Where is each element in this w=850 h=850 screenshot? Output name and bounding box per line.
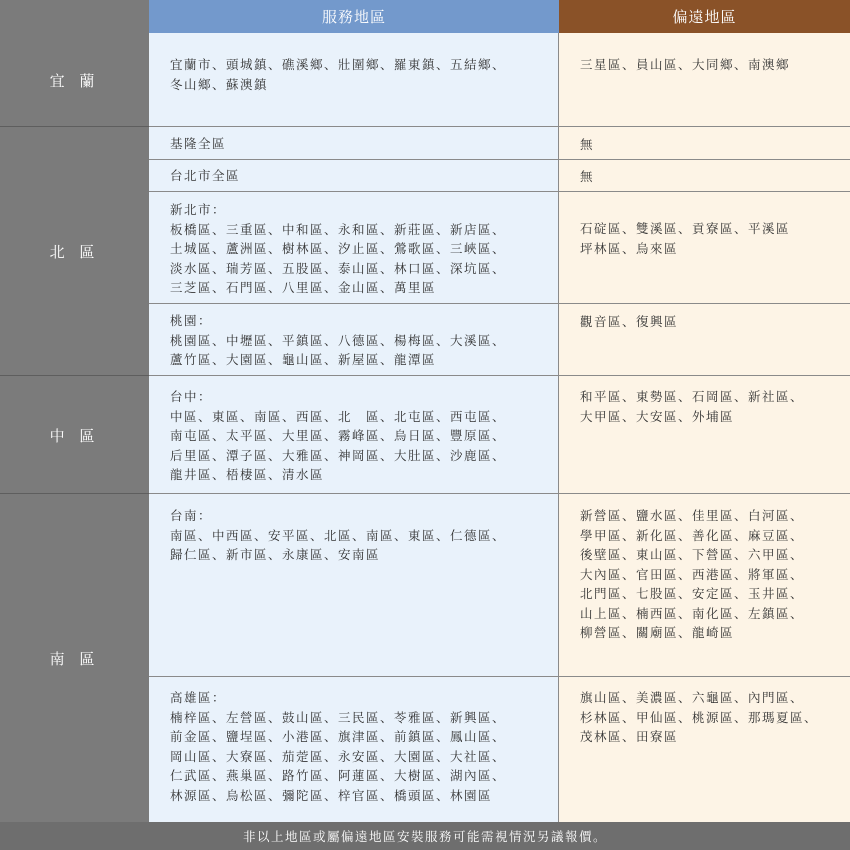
text-line: 坪林區、烏來區: [580, 240, 679, 256]
service-cell-taoyuan: [149, 304, 559, 376]
text-line: 山上區、楠西區、南化區、左鎮區、: [580, 605, 805, 621]
text-line: 板橋區、三重區、中和區、永和區、新莊區、新店區、: [170, 221, 507, 237]
service-cell-keelung: [149, 127, 559, 160]
service-text-taipei: [170, 166, 240, 186]
text-line: 無: [580, 137, 595, 152]
text-line: 南屯區、太平區、大里區、霧峰區、烏日區、豐原區、: [170, 428, 507, 443]
service-cell-taipei: [149, 160, 559, 192]
text-line: 桃園區、中壢區、平鎮區、八德區、楊梅區、大溪區、: [170, 332, 507, 348]
text-line: 台南：: [170, 508, 213, 523]
remote-text-kaohsiung: [580, 688, 818, 747]
service-text-keelung: [170, 134, 226, 154]
text-line: 岡山區、大寮區、茄萣區、永安區、大園區、大社區、: [170, 748, 507, 764]
remote-text-taichung: [580, 387, 804, 426]
text-line: 基隆全區: [170, 136, 227, 151]
service-cell-tainan: [149, 494, 559, 677]
text-line: 和平區、東勢區、石岡區、新社區、: [580, 389, 805, 404]
text-line: 三芝區、石門區、八里區、金山區、萬里區: [170, 280, 437, 295]
text-line: 杉林區、甲仙區、桃源區、那瑪夏區、: [580, 709, 819, 725]
text-line: 南區、中西區、安平區、北區、南區、東區、仁德區、: [170, 527, 507, 543]
text-line: 大甲區、大安區、外埔區: [580, 408, 735, 424]
region-south: [0, 494, 149, 822]
service-text-yilan: [170, 55, 506, 94]
remote-text-taipei: [580, 167, 594, 187]
remote-cell-keelung: [559, 127, 850, 160]
remote-text-keelung: [580, 135, 594, 155]
service-text-taoyuan: [170, 311, 506, 370]
text-line: 中區、東區、南區、西區、北 區、北屯區、西屯區、: [170, 408, 507, 424]
text-line: 楠梓區、左營區、鼓山區、三民區、苓雅區、新興區、: [170, 709, 507, 725]
service-cell-yilan: [149, 33, 559, 127]
text-line: 學甲區、新化區、善化區、麻豆區、: [580, 527, 805, 543]
text-line: 北門區、七股區、安定區、玉井區、: [580, 586, 805, 601]
text-line: 淡水區、瑞芳區、五股區、泰山區、林口區、深坑區、: [170, 260, 507, 276]
region-central: 中 區: [0, 376, 149, 494]
text-line: 后里區、潭子區、大雅區、神岡區、大肚區、沙鹿區、: [170, 447, 507, 463]
text-line: 大內區、官田區、西港區、將軍區、: [580, 566, 805, 582]
service-text-tainan: [170, 506, 506, 565]
remote-cell-kaohsiung: [559, 677, 850, 822]
text-line: 觀音區、復興區: [580, 314, 679, 329]
region-north: 北 區: [0, 127, 149, 376]
footer-note: 非以上地區或屬偏遠地區安裝服務可能需視情況另議報價。: [0, 822, 850, 850]
text-line: 石碇區、雙溪區、貢寮區、平溪區: [580, 221, 791, 236]
service-cell-kaohsiung: [149, 677, 559, 822]
text-line: 後壁區、東山區、下營區、六甲區、: [580, 547, 805, 562]
text-line: 無: [580, 169, 595, 184]
remote-cell-taipei: [559, 160, 850, 192]
text-line: 台中：: [170, 389, 213, 404]
text-line: 新營區、鹽水區、佳里區、白河區、: [580, 508, 805, 523]
text-line: 三星區、員山區、大同鄉、南澳鄉: [580, 57, 791, 72]
region-yilan: 宜 蘭: [0, 33, 149, 127]
text-line: 柳營區、關廟區、龍崎區: [580, 625, 735, 640]
text-line: 龍井區、梧棲區、清水區: [170, 467, 325, 482]
text-line: 桃園：: [170, 313, 213, 328]
service-text-kaohsiung: [170, 688, 506, 805]
remote-text-taoyuan: [580, 312, 678, 332]
text-line: 歸仁區、新市區、永康區、安南區: [170, 547, 381, 562]
remote-cell-taichung: [559, 376, 850, 494]
service-cell-newtaipei: [149, 192, 559, 304]
text-line: 林源區、烏松區、彌陀區、梓官區、橋頭區、林園區: [170, 787, 493, 803]
text-line: 蘆竹區、大園區、龜山區、新屋區、龍潭區: [170, 352, 437, 367]
text-line: 台北市全區: [170, 168, 241, 183]
remote-text-tainan: [580, 506, 804, 643]
service-text-taichung: [170, 387, 506, 485]
remote-text-yilan: [580, 55, 790, 75]
header-remote-area: 偏遠地區: [559, 0, 850, 33]
remote-cell-tainan: [559, 494, 850, 677]
text-line: 前金區、鹽埕區、小港區、旗津區、前鎮區、鳳山區、: [170, 729, 507, 744]
text-line: 土城區、蘆洲區、樹林區、汐止區、鶯歌區、三峽區、: [170, 241, 507, 256]
header-corner: [0, 0, 149, 33]
region-south-label: 南 區: [49, 650, 100, 668]
service-text-newtaipei: [170, 200, 506, 298]
service-cell-taichung: [149, 376, 559, 494]
text-line: 旗山區、美濃區、六龜區、內門區、: [580, 690, 805, 705]
text-line: 宜蘭市、頭城鎮、礁溪鄉、壯圍鄉、羅東鎮、五結鄉、: [170, 57, 507, 72]
header-service-area: 服務地區: [149, 0, 559, 33]
text-line: 高雄區：: [170, 690, 227, 705]
remote-cell-newtaipei: [559, 192, 850, 304]
text-line: 新北市：: [170, 202, 227, 217]
remote-cell-taoyuan: [559, 304, 850, 376]
remote-text-newtaipei: [580, 219, 790, 258]
text-line: 冬山鄉、蘇澳鎮: [170, 76, 269, 92]
text-line: 茂林區、田寮區: [580, 729, 679, 744]
remote-cell-yilan: [559, 33, 850, 127]
text-line: 仁武區、燕巢區、路竹區、阿蓮區、大樹區、湖內區、: [170, 768, 507, 783]
